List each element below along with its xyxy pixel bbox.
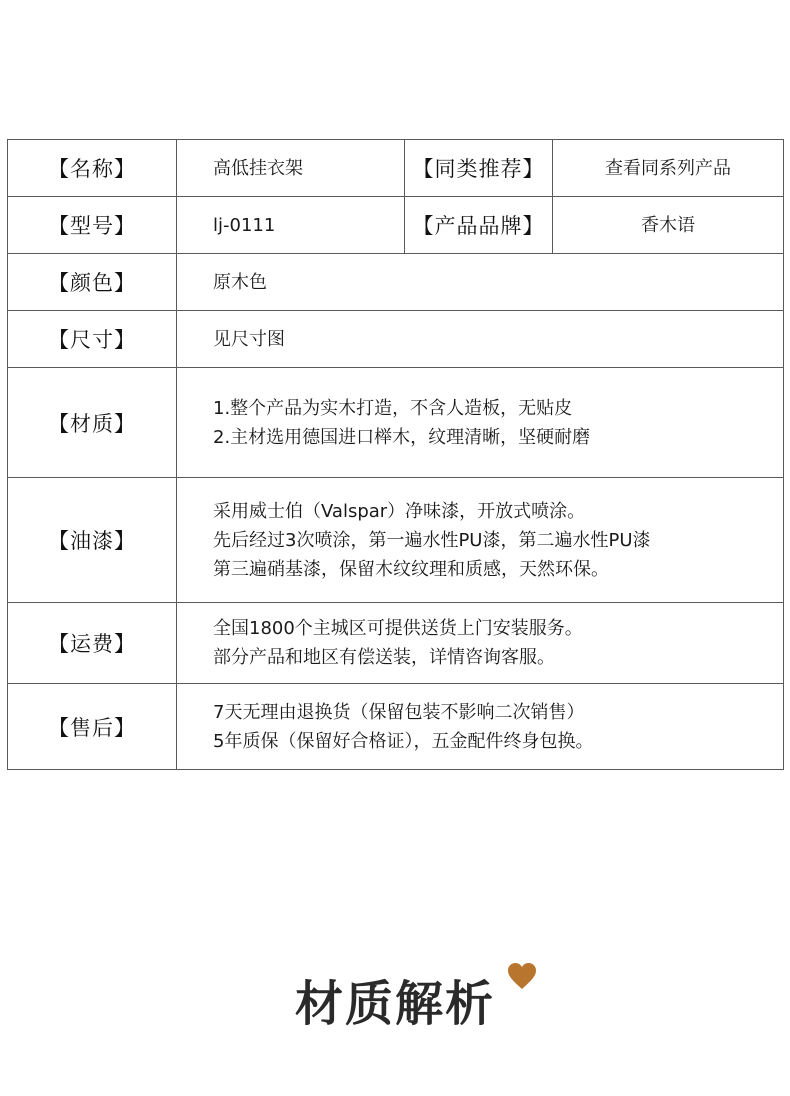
- spec-row-size: [8, 311, 784, 368]
- paint-line: 采用威士伯（Valspar）净味漆，开放式喷涂。: [213, 500, 586, 522]
- model-label: 【型号】: [8, 197, 177, 254]
- shipping-line: 全国1800个主城区可提供送货上门安装服务。: [213, 618, 583, 639]
- name-label: 【名称】: [8, 140, 177, 197]
- color-value: 原木色: [177, 254, 784, 311]
- shipping-line: 部分产品和地区有偿送装，详情咨询客服。: [213, 647, 555, 668]
- aftersale-line: 5年质保（保留好合格证），五金配件终身包换。: [213, 730, 594, 752]
- section-title: 材质解析: [294, 976, 495, 1032]
- size-label: 【尺寸】: [8, 311, 177, 368]
- paint-value: [177, 478, 784, 603]
- paint-line: 第三遍硝基漆，保留木纹纹理和质感，天然环保。: [213, 558, 609, 580]
- spec-row-color: [8, 254, 784, 311]
- material-line: 1.整个产品为实木打造，不含人造板，无贴皮: [213, 397, 573, 419]
- heart-icon: [507, 962, 537, 990]
- color-label: 【颜色】: [8, 254, 177, 311]
- spec-row-shipping: [8, 603, 784, 684]
- size-value: 见尺寸图: [177, 311, 784, 368]
- shipping-value: [177, 603, 784, 684]
- material-label: 【材质】: [8, 368, 177, 478]
- spec-row-material: [8, 368, 784, 478]
- aftersale-value: [177, 684, 784, 770]
- model-value: lj-0111: [177, 197, 405, 254]
- aftersale-label: 【售后】: [8, 684, 177, 770]
- name-value: 高低挂衣架: [177, 140, 405, 197]
- aftersale-line: 7天无理由退换货（保留包装不影响二次销售）: [213, 701, 585, 723]
- paint-line: 先后经过3次喷涂，第一遍水性PU漆，第二遍水性PU漆: [213, 529, 651, 551]
- spec-row-name: [8, 140, 784, 197]
- spec-row-paint: [8, 478, 784, 603]
- shipping-label: 【运费】: [8, 603, 177, 684]
- spec-row-model: [8, 197, 784, 254]
- spec-row-aftersale: [8, 684, 784, 770]
- material-line: 2.主材选用德国进口榉木，纹理清晰，坚硬耐磨: [213, 426, 591, 448]
- recommend-link[interactable]: 查看同系列产品: [553, 140, 784, 197]
- spec-table: [7, 139, 784, 770]
- material-value: [177, 368, 784, 478]
- paint-label: 【油漆】: [8, 478, 177, 603]
- brand-value: 香木语: [553, 197, 784, 254]
- brand-label: 【产品品牌】: [405, 197, 553, 254]
- recommend-label: 【同类推荐】: [405, 140, 553, 197]
